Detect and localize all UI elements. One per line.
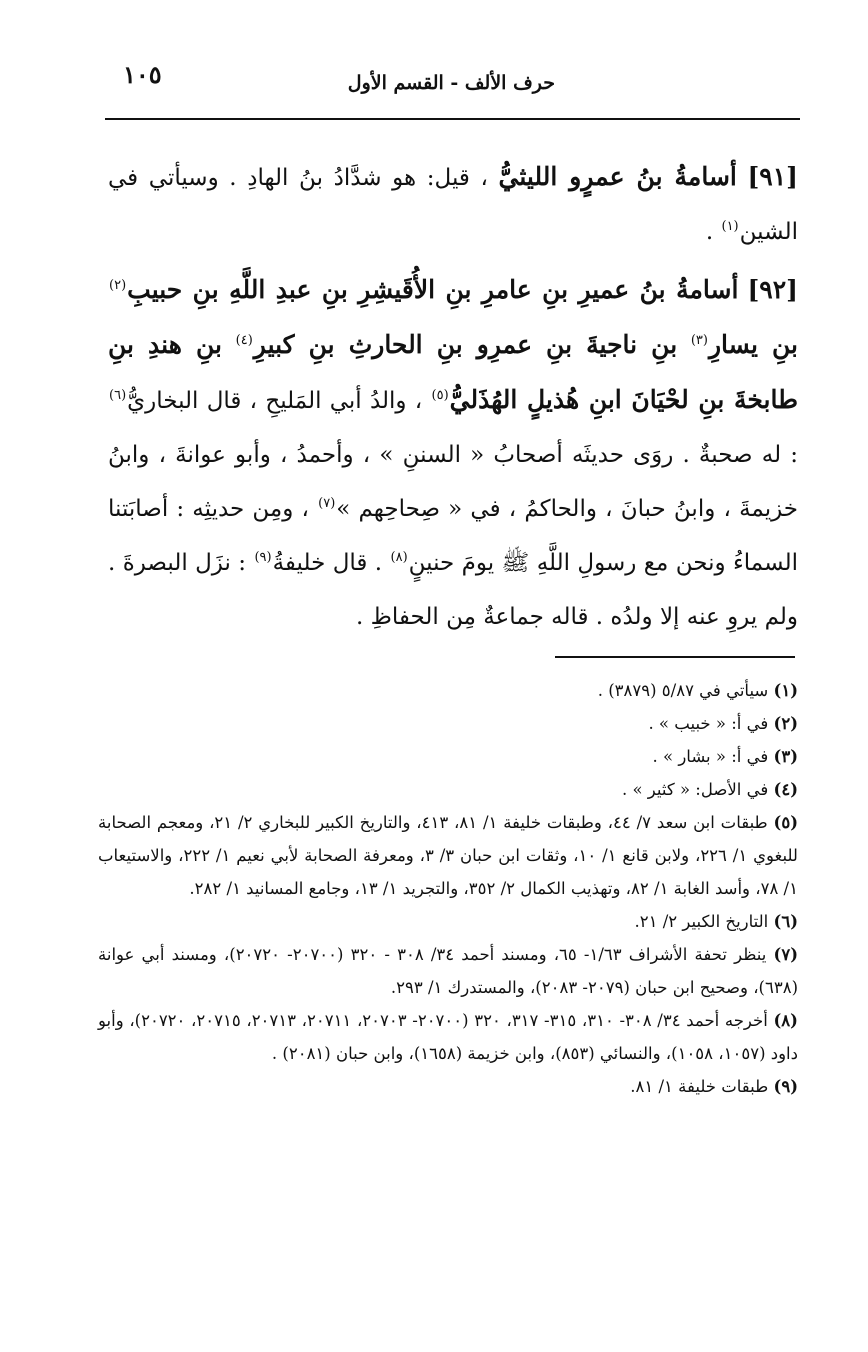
footnote-text: أخرجه أحمد ٣٤/ ٣٠٨- ٣١٠، ٣١٥- ٣١٧، ٣٢٠ (٢٠٧٠٠- ٢٠٧٠٣، ٢٠٧١١، ٢٠٧١٣، ٢٠٧١٥، ٢٠٧٢٠)، وأبو داود (١٠٥٧، ١٠٥٨)، والنسائي (٨٥٣)، وابن خزيمة (١٦٥٨)، وابن حبان (٢٠٨١) . — [98, 1011, 798, 1063]
entry-92 — [108, 263, 798, 644]
footnote-text: التاريخ الكبير ٢/ ٢١. — [634, 912, 769, 931]
footnote-number: (٥) — [773, 813, 799, 832]
footnote-ref: (٩) — [254, 550, 272, 566]
footnote-ref: (٣) — [690, 333, 708, 349]
entry-text: : له صحبةٌ . روَى حديثَه أصحابُ « السننِ » ، وأحمدُ ، وأبو عوانةَ ، وابنُ خزيمةَ ، وابنُ حبانَ ، والحاكمُ ، في « صِحاحِهم » — [108, 442, 799, 522]
main-text — [108, 150, 798, 648]
entry-name: بنِ ناجيةَ بنِ عمرِو بنِ الحارثِ بنِ كبيرِ — [253, 330, 678, 359]
entry-text: ، والدُ أبي المَليحِ ، قال البخاريُّ — [127, 388, 423, 414]
entry-number: [٩١] — [747, 162, 798, 191]
footnotes-list — [98, 674, 798, 1103]
footnote-text: طبقات ابن سعد ٧/ ٤٤، وطبقات خليفة ١/ ٨١، ٤١٣، والتاريخ الكبير للبخاري ٢/ ٢١، ومعجم الصحابة للبغوي ١/ ٢٢٦، ولابن قانع ١/ ١٠، وثقات ابن حبان ٣/ ٣، ومعرفة الصحابة لأبي نعيم ١/ ٢٢٢، والاستيعاب ١/ ٧٨، وأسد الغابة ١/ ٨٢، وتهذيب الكمال ٢/ ٣٥٢، والتجريد ١/ ١٣، وجامع المسانيد ١/ ٢٨٢. — [98, 813, 798, 898]
footnote-text: في أ: « بشار » . — [652, 747, 769, 766]
footnote-ref: (٦) — [109, 388, 127, 404]
footnote-item — [98, 1004, 798, 1070]
footnote-number: (٧) — [773, 945, 798, 964]
footnote-number: (٦) — [773, 912, 798, 931]
footnote-text: سيأتي في ٥/٨٧ (٣٨٧٩) . — [597, 681, 769, 700]
footnote-divider — [555, 656, 795, 658]
footnote-item — [98, 740, 798, 773]
footnote-text: ينظر تحفة الأشراف ١/٦٣- ٦٥، ومسند أحمد ٣٤/ ٣٠٨ - ٣٢٠ (٢٠٧٠٠- ٢٠٧٢٠)، ومسند أبي عوانة (٦٣٨)، وصحيح ابن حبان (٢٠٧٩- ٢٠٨٣)، والمستدرك ١/ ٢٩٣. — [98, 945, 798, 997]
footnote-ref: (٤) — [235, 333, 253, 349]
footnote-number: (٤) — [773, 780, 798, 799]
footnote-text: طبقات خليفة ١/ ٨١. — [630, 1077, 769, 1096]
footnote-item — [98, 674, 798, 707]
entry-name: بنِ يسارِ — [708, 330, 798, 359]
entry-name: بنِ هندِ بنِ طابخةَ بنِ لحْيَانَ ابنِ هُذيلٍ الهُذَليُّ — [108, 330, 798, 414]
footnote-ref: (٧) — [318, 496, 336, 512]
footnote-ref: (١) — [721, 219, 739, 235]
footnote-item — [98, 905, 798, 938]
page-header — [105, 58, 800, 120]
entry-text: ، قيل: هو شدَّادُ بنُ الهادِ . وسيأتي في الشين — [108, 165, 798, 245]
entry-text: : نزَل البصرةَ . ولم يروِ عنه إلا ولدُه . قاله جماعةٌ مِن الحفاظِ . — [108, 550, 798, 630]
page-number: ١٠٥ — [123, 60, 162, 89]
footnote-number: (٩) — [773, 1077, 798, 1096]
footnote-number: (٢) — [773, 714, 798, 733]
footnote-ref: (٥) — [431, 388, 449, 404]
footnote-item — [98, 1070, 798, 1103]
entry-91 — [108, 150, 798, 259]
running-title: حرف الألف - القسم الأول — [347, 72, 555, 94]
footnote-ref: (٨) — [390, 550, 408, 566]
footnote-item — [98, 806, 798, 905]
entry-name: أسامةُ بنُ عمرٍو الليثيُّ — [498, 162, 737, 191]
footnote-number: (٣) — [773, 747, 798, 766]
entry-number: [٩٢] — [747, 275, 798, 304]
footnote-text: في الأصل: « كثير » . — [621, 780, 769, 799]
footnote-item — [98, 773, 798, 806]
footnote-number: (١) — [773, 681, 798, 700]
entry-name: أسامةُ بنُ عميرِ بنِ عامرِ بنِ الأُقَيشِرِ بنِ عبدِ اللَّهِ بنِ حبيبِ — [127, 275, 739, 304]
entry-text: ، ومِن حديثِه : أصابَتنا السماءُ ونحن مع رسولِ اللَّهِ ﷺ يومَ حنينٍ — [108, 496, 799, 576]
footnote-number: (٨) — [773, 1011, 798, 1030]
footnote-ref: (٢) — [109, 278, 127, 294]
footnote-item — [98, 938, 798, 1004]
footnote-item — [98, 707, 798, 740]
entry-text: . قال خليفةُ — [272, 550, 383, 576]
entry-text: . — [705, 219, 714, 245]
footnote-text: في أ: « خبيب » . — [648, 714, 769, 733]
